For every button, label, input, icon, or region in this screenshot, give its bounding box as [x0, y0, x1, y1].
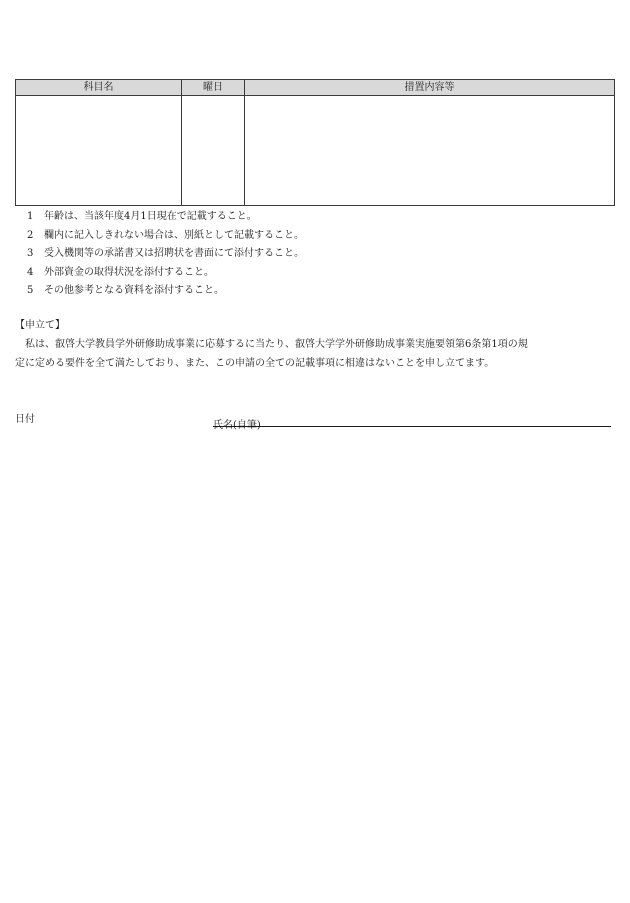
- note-text: 外部資金の取得状況を添付すること。: [44, 266, 214, 278]
- note-number: 3: [27, 248, 34, 259]
- list-item: [27, 245, 304, 264]
- note-text: 年齢は、当該年度4月1日現在で記載すること。: [44, 211, 257, 222]
- note-text: 欄内に記入しきれない場合は、別紙として記載すること。: [44, 229, 304, 241]
- note-text: 受入機関等の承諾書又は招聘状を書面にて添付すること。: [44, 248, 304, 259]
- declaration-line-1: 私は、叡啓大学教員学外研修助成事業に応募するに当たり、叡啓大学学外研修助成事業実施要領第6条第1項の規: [25, 339, 528, 350]
- measures-cell[interactable]: [245, 96, 615, 206]
- subject-cell[interactable]: [16, 96, 182, 206]
- table-header-row: [16, 80, 615, 96]
- column-header-subject: 科目名: [16, 80, 182, 96]
- list-item: [27, 208, 304, 227]
- note-number: 2: [27, 229, 34, 241]
- note-text: その他参考となる資料を添付すること。: [44, 285, 224, 296]
- list-item: [27, 282, 304, 301]
- column-header-measures: 措置内容等: [245, 80, 615, 96]
- declaration-heading: 【申立て】: [15, 320, 65, 331]
- date-label: 日付: [15, 414, 35, 425]
- note-number: 1: [27, 211, 34, 222]
- note-number: 5: [27, 285, 34, 296]
- declaration-line-2: 定に定める要件を全て満たしており、また、この申請の全ての記載事項に相違はないことを申し立てます。: [15, 358, 495, 369]
- notes-list: [27, 208, 304, 301]
- signature-field[interactable]: [213, 413, 611, 431]
- list-item: [27, 227, 304, 246]
- table-row: [16, 96, 615, 206]
- note-number: 4: [27, 266, 34, 278]
- declaration-body: [15, 335, 615, 373]
- day-cell[interactable]: [182, 96, 245, 206]
- schedule-table: [15, 79, 615, 206]
- list-item: [27, 264, 304, 283]
- signature-label: 氏名(自筆): [213, 420, 261, 431]
- column-header-day: 曜日: [182, 80, 245, 96]
